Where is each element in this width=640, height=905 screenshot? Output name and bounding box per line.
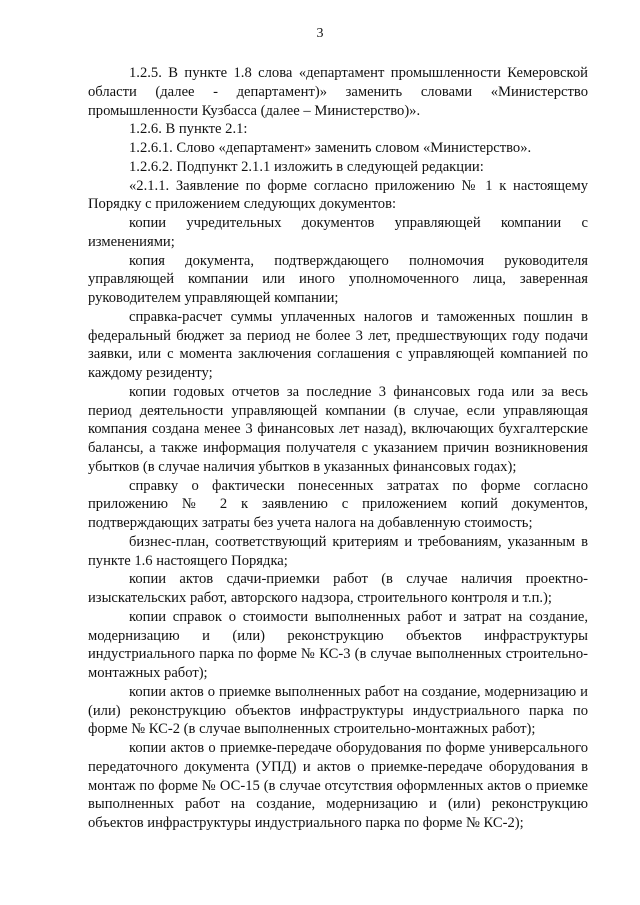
list-item: справку о фактически понесенных затратах по форме согласно приложению № 2 к заявлению с приложением копий документов, подтверждающих затраты без учета налога на добавленную стоимость;	[88, 477, 588, 531]
paragraph-1-2-5: 1.2.5. В пункте 1.8 слова «департамент промышленности Кемеровской области (далее - департамент)» заменить словами «Министерство промышленности Кузбасса (далее – Министерство)».	[88, 65, 588, 119]
list-item: копии учредительных документов управляющей компании с изменениями;	[88, 215, 588, 250]
paragraph-2-1-1: «2.1.1. Заявление по форме согласно приложению № 1 к настоящему Порядку с приложением следующих документов:	[88, 177, 588, 213]
list-item: копии актов сдачи-приемки работ (в случае наличия проектно-изыскательских работ, авторского надзора, строительного контроля и т.п.);	[88, 571, 588, 606]
page-number: 3	[316, 26, 324, 41]
list-item: копии годовых отчетов за последние 3 финансовых года или за весь период деятельности управляющей компании (в случае, если управляющая компания создана менее 3 финансовых лет назад), включающих бухгалтерские балансы, а также информация получателя с указанием причин возникновения убытков (в случае наличия убытков в указанных финансовых годах);	[88, 383, 588, 475]
list-item: бизнес-план, соответствующий критериям и требованиям, указанным в пункте 1.6 настоящего Порядка;	[88, 533, 588, 569]
list-item: справка-расчет суммы уплаченных налогов и таможенных пошлин в федеральный бюджет за период не более 3 лет, предшествующих году подачи заявки, или с момента заключения соглашения с управляющей компанией по каждому резиденту;	[88, 308, 588, 381]
document-body	[88, 64, 588, 833]
list-item: копия документа, подтверждающего полномочия руководителя управляющей компании или иного уполномоченного лица, заверенная руководителем управляющей компании;	[88, 252, 588, 306]
paragraph-1-2-6-1: 1.2.6.1. Слово «департамент» заменить словом «Министерство».	[129, 140, 532, 156]
list-item: копии актов о приемке выполненных работ на создание, модернизацию и (или) реконструкцию объектов инфраструктуры индустриального парка по форме № КС-2 (в случае выполненных строительно-монтажных работ);	[88, 683, 588, 738]
paragraph-1-2-6: 1.2.6. В пункте 2.1:	[129, 121, 248, 138]
list-item: копии актов о приемке-передаче оборудования по форме универсального передаточного документа (УПД) и актов о приемке-передаче оборудования в монтаж по форме № ОС-15 (в случае отсутствия оформленных актов о приемке выполненных работ на создание, модернизацию и (или) реконструкцию объектов инфраструктуры индустриального парка по форме № КС-2);	[88, 740, 588, 831]
list-item: копии справок о стоимости выполненных работ и затрат на создание, модернизацию и (или) реконструкцию объектов инфраструктуры индустриального парка по форме № КС-3 (в случае выполненных строительно-монтажных работ);	[88, 608, 588, 681]
paragraph-1-2-6-2: 1.2.6.2. Подпункт 2.1.1 изложить в следующей редакции:	[129, 158, 484, 175]
